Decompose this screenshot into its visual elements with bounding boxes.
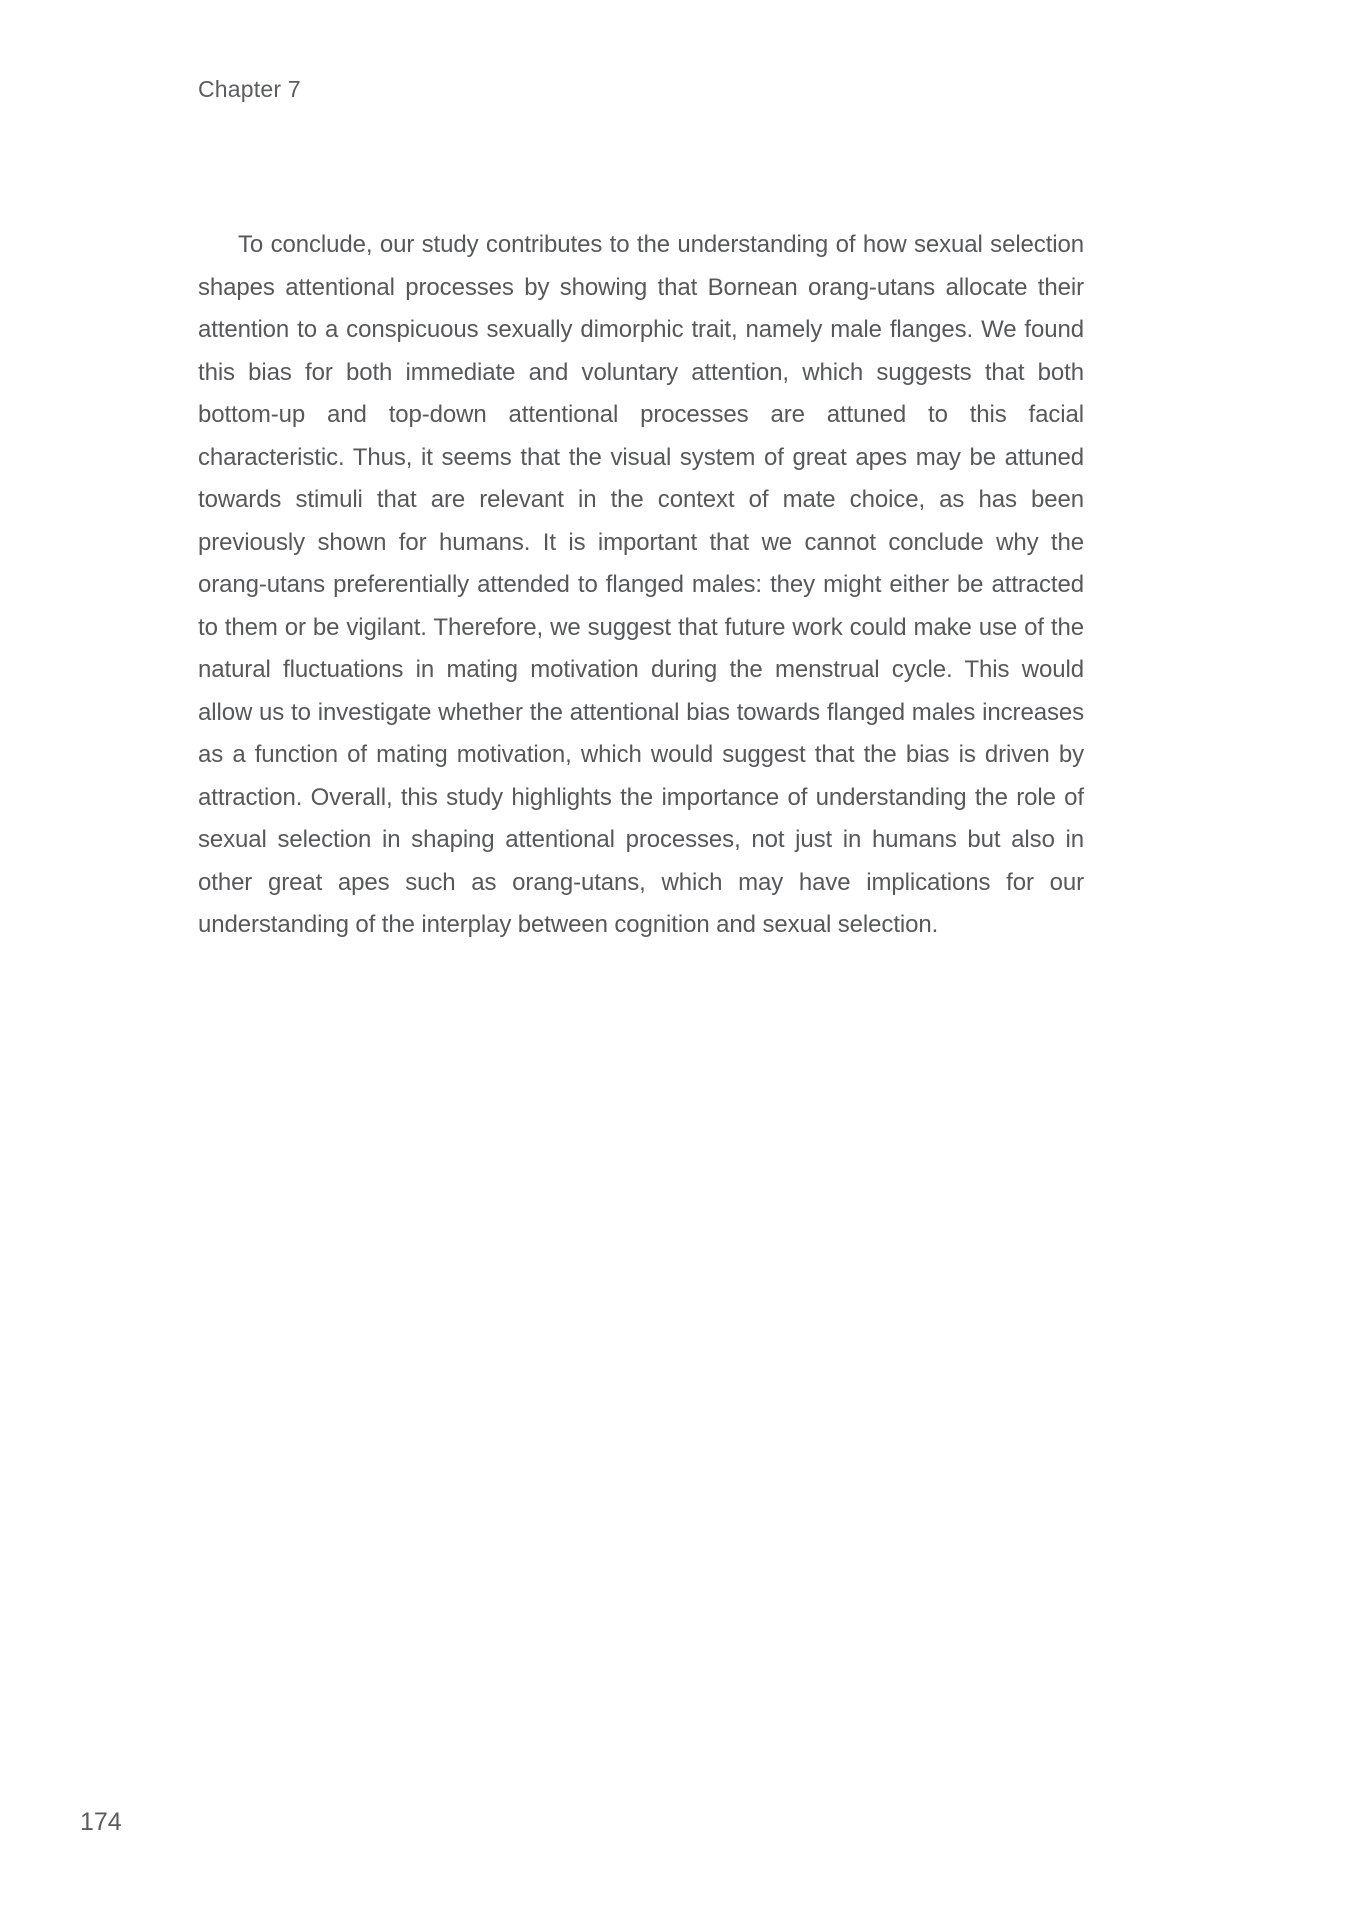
body-paragraph: To conclude, our study contributes to the understanding of how sexual selection shapes attentional processes by showing that Bornean orang-utans allocate their attention to a conspicuous sexually dimorphic trait, namely male flanges. We found this bias for both immediate and voluntary attention, which suggests that both bottom-up and top-down attentional processes are attuned to this facial characteristic. Thus, it seems that the visual system of great apes may be attuned towards stimuli that are relevant in the context of mate choice, as has been previously shown for humans. It is important that we cannot conclude why the orang-utans preferentially attended to flanged males: they might either be attracted to them or be vigilant. Therefore, we suggest that future work could make use of the natural fluctuations in mating motivation during the menstrual cycle. This would allow us to investigate whether the attentional bias towards flanged males increases as a function of mating motivation, which would suggest that the bias is driven by attraction. Overall, this study highlights the importance of understanding the role of sexual selection in shaping attentional processes, not just in humans but also in other great apes such as orang-utans, which may have implications for our understanding of the interplay between cognition and sexual selection. — [198, 231, 1084, 938]
chapter-header: Chapter 7 — [198, 76, 301, 102]
page-number: 174 — [80, 1808, 122, 1836]
